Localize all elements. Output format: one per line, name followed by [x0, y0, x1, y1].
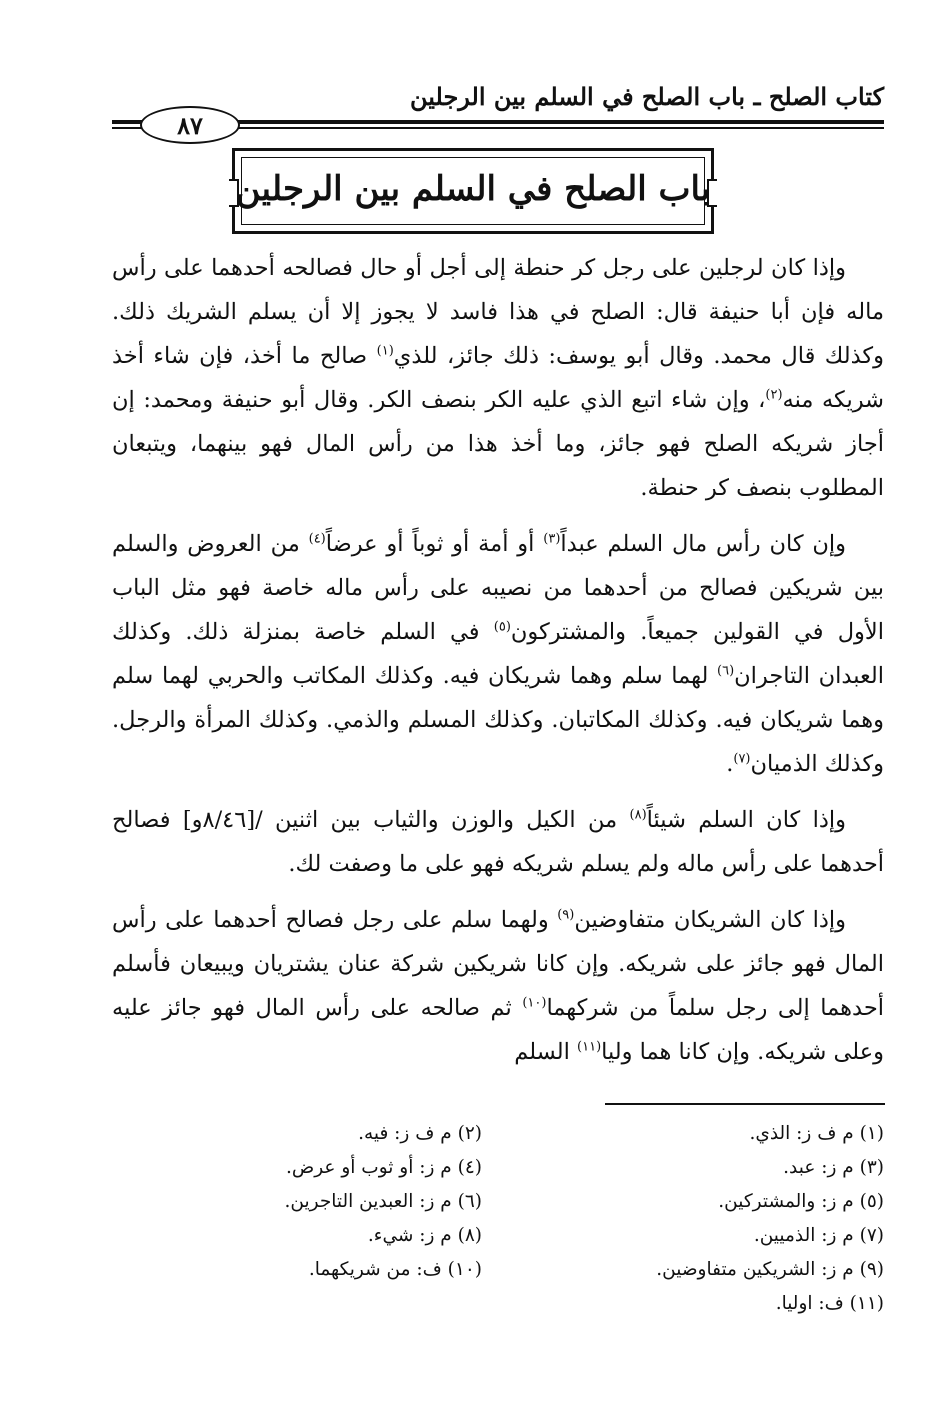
paragraph-1	[112, 246, 884, 510]
running-header-title: كتاب الصلح ـ باب الصلح في السلم بين الرجلين	[410, 82, 884, 111]
footnote-marker: (٤)	[308, 531, 326, 547]
footnotes	[120, 1117, 884, 1321]
paragraph-3	[112, 798, 884, 886]
text-segment: من الكيل والوزن والثياب بين اثنين /[٨/٤٦و] فصالح أحدهما على رأس ماله ولم يسلم شريكه فهو على ما وصفت لك.	[112, 807, 884, 877]
text-segment: .	[726, 751, 734, 777]
footnote-5: (٥) م ز: والمشتركين.	[718, 1191, 884, 1212]
paragraph-4	[112, 898, 884, 1074]
text-segment: السلم	[514, 1039, 570, 1065]
footnote-6: (٦) م ز: العبدين التاجرين.	[284, 1191, 482, 1212]
text-segment: وإذا كان لرجلين على رجل كر حنطة إلى أجل أو حال فصالحه أحدهما على رأس ماله فإن أبا حنيفة قال: الصلح في هذا فاسد لا يجوز إلا أن يسلم الشريك ذلك. وكذلك قال محمد. وقال أبو يوسف: ذلك جائز، للذي	[112, 255, 885, 369]
text-segment: ثم صالحه على رأس المال فهو جائز عليه وعلى شريكه. وإن كانا هما وليا	[112, 995, 884, 1065]
footnote-marker: (٨)	[629, 807, 647, 823]
footnote-separator	[605, 1103, 885, 1105]
chapter-title-frame	[232, 148, 714, 234]
text-segment: ولهما سلم على رجل فصالح أحدهما على رأس المال فهو جائز على شريكه. وإن كانا شريكين شركة عنان يشتريان ويبيعان فأسلم أحدهما إلى رجل سلماً من شركهما	[112, 907, 884, 1021]
text-segment: وإذا كان الشريكان متفاوضين	[574, 907, 846, 933]
chapter-title: باب الصلح في السلم بين الرجلين	[235, 169, 711, 209]
footnote-11: (١١) ف: اوليا.	[775, 1293, 884, 1314]
footnote-marker: (٩)	[557, 907, 575, 923]
text-segment: وإذا كان السلم شيئاً	[646, 807, 846, 833]
paragraph-2	[112, 522, 884, 786]
footnote-4: (٤) م ز: أو ثوب أو عرض.	[285, 1157, 482, 1178]
footnote-marker: (١١)	[577, 1039, 602, 1055]
main-text	[112, 246, 884, 1086]
text-segment: في السلم خاصة بمنزلة ذلك. وكذلك العبدان التاجران	[112, 619, 884, 689]
text-segment: لهما سلم وهما شريكان فيه. وكذلك المكاتب والحربي لهما سلم وهما شريكان فيه. وكذلك المكاتبان. وكذلك المسلم والذمي. وكذلك المرأة والرجل. وكذلك الذميان	[112, 663, 884, 777]
footnote-7: (٧) م ز: الذميين.	[753, 1225, 884, 1246]
footnote-3: (٣) م ز: عبد.	[783, 1157, 884, 1178]
footnote-2: (٢) م ف ز: فيه.	[358, 1123, 482, 1144]
text-segment: صالح ما أخذ، فإن شاء أخذ شريكه منه	[112, 343, 885, 413]
text-segment: ، وإن شاء اتبع الذي عليه الكر بنصف الكر. وقال أبو حنيفة ومحمد: إن أجاز شريكه الصلح فهو جائز، وما أخذ هذا من رأس المال فهو بينهما، ويتبعان المطلوب بنصف كر حنطة.	[112, 387, 884, 501]
footnote-1: (١) م ف ز: الذي.	[749, 1123, 884, 1144]
text-segment: أو أمة أو ثوباً أو عرضاً	[325, 531, 535, 557]
footnote-10: (١٠) ف: من شريكهما.	[308, 1259, 482, 1280]
footnote-marker: (١٠)	[522, 995, 547, 1011]
footnote-marker: (٢)	[765, 387, 783, 403]
page-number: ٨٧	[140, 106, 240, 144]
text-segment: وإن كان رأس مال السلم عبداً	[560, 531, 847, 557]
footnote-8: (٨) م ز: شيء.	[367, 1225, 482, 1246]
footnote-marker: (٦)	[717, 663, 735, 679]
footnote-marker: (١)	[376, 343, 394, 359]
footnote-marker: (٥)	[493, 619, 511, 635]
text-segment: من العروض والسلم بين شريكين فصالح من أحدهما من نصيبه على رأس ماله خاصة فهو مثل الباب الأول في القولين جميعاً. والمشتركون	[112, 531, 884, 645]
footnote-marker: (٧)	[733, 751, 751, 767]
footnote-9: (٩) م ز: الشريكين متفاوضين.	[656, 1259, 884, 1280]
footnote-marker: (٣)	[543, 531, 561, 547]
